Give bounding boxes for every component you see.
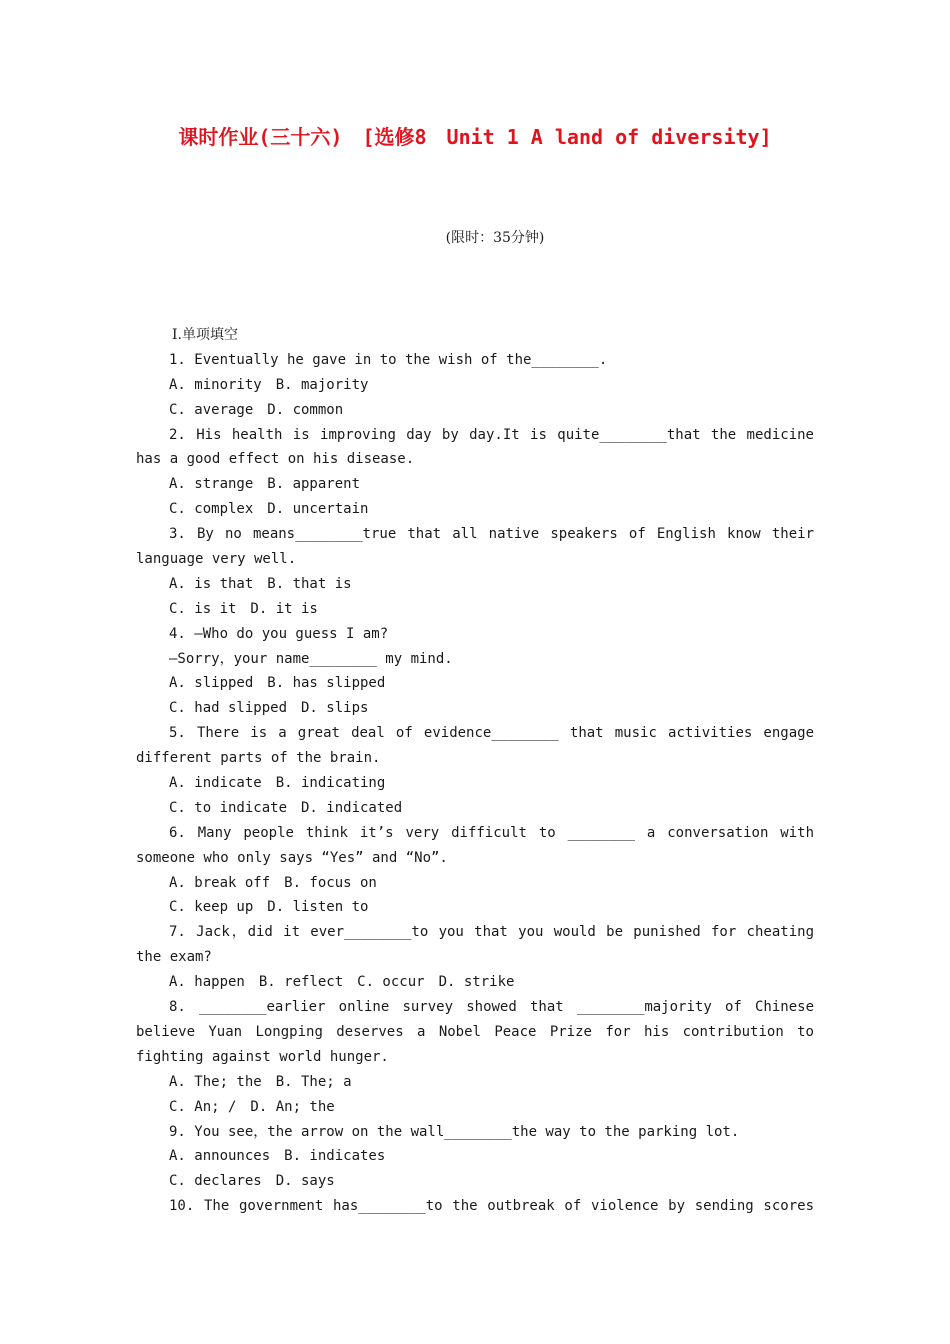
text-line: C. complex D. uncertain bbox=[169, 501, 369, 518]
text-line: C. is it D. it is bbox=[169, 600, 318, 617]
text-line: A. slipped B. has slipped bbox=[169, 675, 386, 692]
text-line: C. declares D. says bbox=[169, 1173, 335, 1190]
text-line: fighting against world hunger. bbox=[136, 1048, 389, 1065]
text-line: A. break off B. focus on bbox=[169, 874, 377, 891]
text-line: A. is that B. that is bbox=[169, 575, 352, 592]
text-line: 7. Jack，did it ever________to you that you would be punished for cheating bbox=[169, 924, 814, 941]
text-line: 5. There is a great deal of evidence________ that music activities engage bbox=[169, 725, 814, 742]
text-line: C. An; / D. An; the bbox=[169, 1098, 335, 1115]
text-line: different parts of the brain. bbox=[136, 750, 381, 767]
text-line: A. indicate B. indicating bbox=[169, 775, 386, 792]
time-limit: (限时：35分钟) bbox=[445, 230, 545, 246]
text-line: 4. —Who do you guess I am? bbox=[169, 625, 389, 642]
text-line: C. to indicate D. indicated bbox=[169, 799, 403, 816]
text-line: C. average D. common bbox=[169, 401, 344, 418]
text-line: —Sorry，your name________ my mind. bbox=[169, 650, 453, 667]
text-line: 2. His health is improving day by day.It is quite________that the medicine bbox=[169, 426, 814, 443]
text-line: 1. Eventually he gave in to the wish of the________. bbox=[169, 351, 608, 368]
text-line: 3. By no means________true that all native speakers of English know their bbox=[169, 526, 814, 543]
text-line: believe Yuan Longping deserves a Nobel Peace Prize for his contribution to bbox=[136, 1023, 814, 1040]
text-line: language very well. bbox=[136, 551, 297, 568]
text-line: C. had slipped D. slips bbox=[169, 700, 369, 717]
text-line: A. happen B. reflect C. occur D. strike bbox=[169, 974, 515, 991]
text-line: the exam? bbox=[136, 949, 212, 966]
text-line: A. strange B. apparent bbox=[169, 476, 361, 493]
page-title: 课时作业(三十六) [选修8 Unit 1 A land of diversity] bbox=[178, 125, 772, 149]
text-line: 6. Many people think it’s very difficult to ________ a conversation with bbox=[169, 824, 814, 841]
section-heading: Ⅰ.单项填空 bbox=[172, 327, 238, 343]
text-line: A. announces B. indicates bbox=[169, 1148, 386, 1165]
text-line: 8. ________earlier online survey showed that ________majority of Chinese bbox=[169, 999, 814, 1016]
text-line: C. keep up D. listen to bbox=[169, 899, 369, 916]
text-line: someone who only says “Yes” and “No”. bbox=[136, 849, 448, 866]
text-line: A. The; the B. The; a bbox=[169, 1073, 352, 1090]
exercise-body bbox=[136, 323, 814, 1219]
text-line: has a good effect on his disease. bbox=[136, 451, 415, 468]
text-line: A. minority B. majority bbox=[169, 376, 369, 393]
text-line: 10. The government has________to the outbreak of violence by sending scores bbox=[169, 1198, 814, 1215]
text-line: 9. You see，the arrow on the wall________the way to the parking lot. bbox=[169, 1123, 740, 1140]
